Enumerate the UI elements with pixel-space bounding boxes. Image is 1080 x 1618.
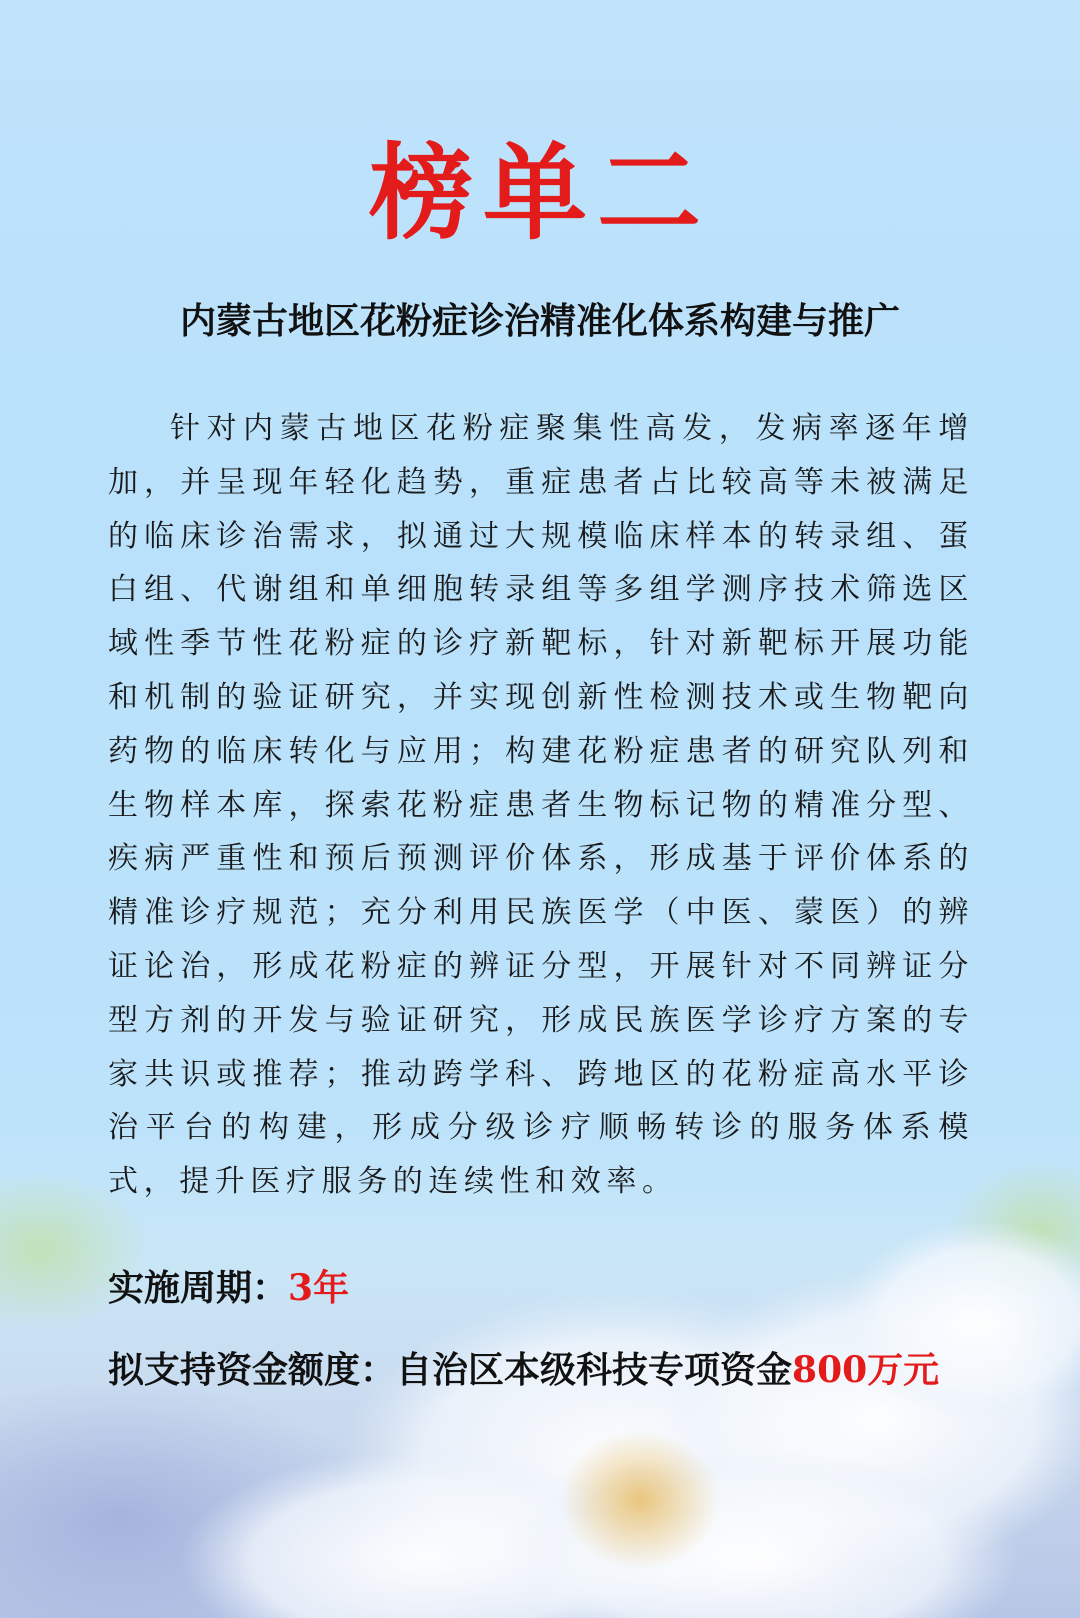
period-label: 实施周期： <box>108 1267 289 1309</box>
funding-amount <box>108 1346 939 1394</box>
implementation-period <box>108 1264 349 1312</box>
funding-source: 自治区本级科技专项资金 <box>396 1349 793 1391</box>
project-description: 针对内蒙古地区花粉症聚集性高发，发病率逐年增加，并呈现年轻化趋势，重症患者占比较高等未被满足的临床诊治需求，拟通过大规模临床样本的转录组、蛋白组、代谢组和单细胞转录组等多组学测序技术筛选区域性季节性花粉症的诊疗新靶标，针对新靶标开展功能和机制的验证研究，并实现创新性检测技术或生物靶向药物的临床转化与应用；构建花粉症患者的研究队列和生物样本库，探索花粉症患者生物标记物的精准分型、疾病严重性和预后预测评价体系，形成基于评价体系的精准诊疗规范；充分利用民族医学（中医、蒙医）的辨证论治，形成花粉症的辨证分型，开展针对不同辨证分型方剂的开发与验证研究，形成民族医学诊疗方案的专家共识或推荐；推动跨学科、跨地区的花粉症高水平诊治平台的构建，形成分级诊疗顺畅转诊的服务体系模式，提升医疗服务的连续性和效率。 <box>108 411 974 1200</box>
funding-label: 拟支持资金额度： <box>108 1349 397 1391</box>
period-value: 3年 <box>288 1267 350 1309</box>
project-title: 内蒙古地区花粉症诊治精准化体系构建与推广 <box>179 300 900 342</box>
funding-value: 800万元 <box>792 1349 940 1391</box>
page-title: 榜单二 <box>368 132 711 254</box>
